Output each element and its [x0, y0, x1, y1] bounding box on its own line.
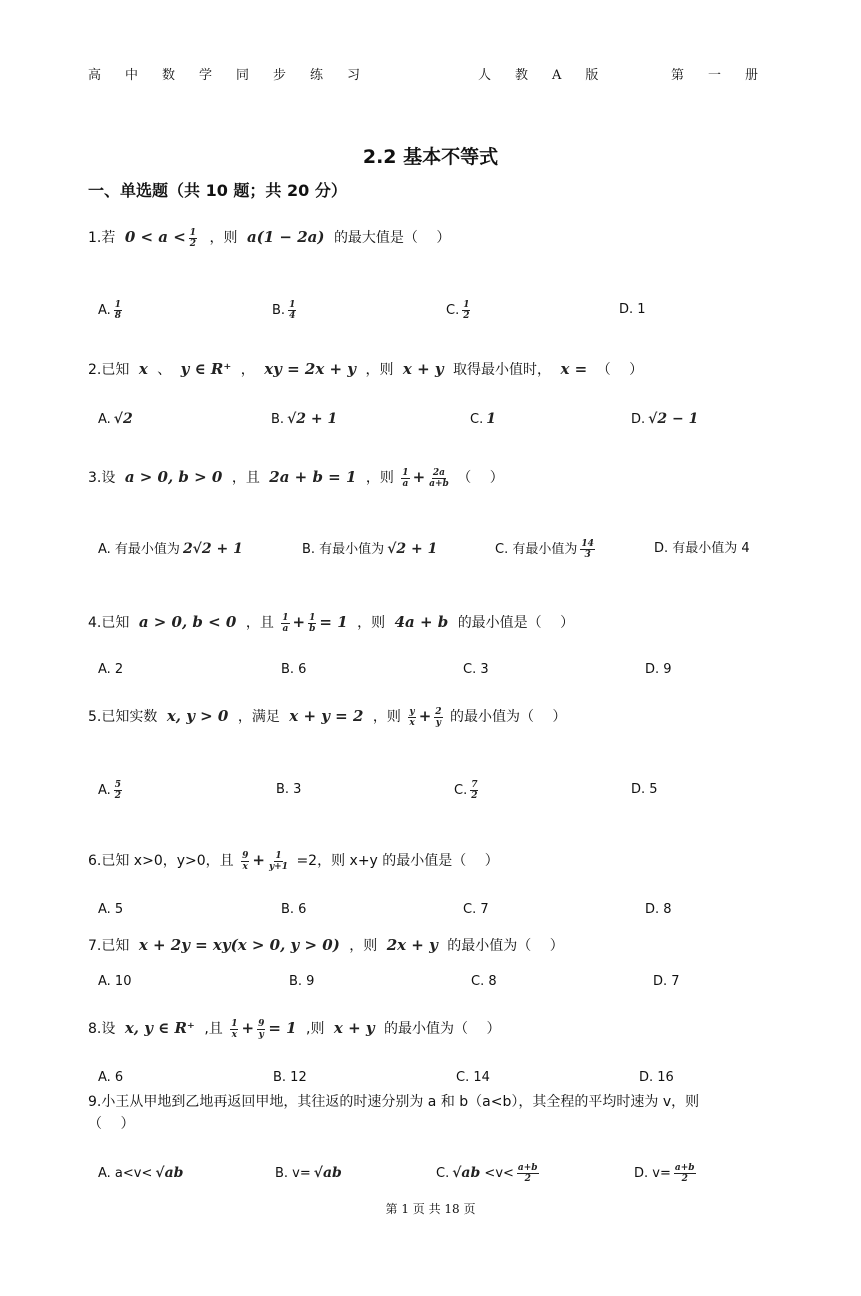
option-c[interactable]: C. 7 [463, 902, 489, 917]
question-2: 2.已知 x 、 y ∈ R⁺ ， xy = 2x + y ，则 x + y 取得最小值时， x = （ ） [88, 360, 644, 378]
fraction: $\frac{1}{a}$ [402, 467, 409, 489]
header-volume: 第一册 [671, 68, 783, 83]
fraction: $\frac{9}{x}$ [242, 850, 249, 872]
option-c[interactable]: C. $\frac{1}{2}$ [446, 300, 470, 321]
option-a[interactable]: A. √2 [98, 411, 133, 427]
option-d[interactable]: D. √2 − 1 [631, 411, 699, 427]
option-b[interactable]: B. 6 [281, 662, 307, 677]
question-1: 1.若 0 < a < $\frac{1}{2}$ ，则 a(1 − 2a) 的最大值是（ ） [88, 227, 451, 249]
fraction: $\frac{1}{2}$ [189, 227, 197, 249]
question-number: 1.若 [88, 230, 116, 246]
fraction: $\frac{a+b}{2}$ [517, 1163, 538, 1184]
option-b[interactable]: B. 9 [289, 974, 315, 989]
option-d[interactable]: D. 16 [639, 1070, 674, 1085]
option-d[interactable]: D. 7 [653, 974, 680, 989]
option-b[interactable]: B. 6 [281, 902, 307, 917]
question-5: 5.已知实数 x, y > 0 ，满足 x + y = 2 ，则 $\frac{y}{x}$ + $\frac{2}{y}$ 的最小值为（ ） [88, 706, 567, 728]
fraction: $\frac{a+b}{2}$ [674, 1163, 695, 1184]
fraction: $\frac{5}{2}$ [114, 780, 122, 801]
question-tail: 的最大值是（ ） [333, 230, 451, 246]
fraction: $\frac{7}{2}$ [471, 780, 478, 801]
question-4: 4.已知 a > 0, b < 0 ，且 $\frac{1}{a}$ + $\frac{1}{b}$ = 1 ，则 4a + b 的最小值是（ ） [88, 612, 575, 634]
option-a[interactable]: A. 10 [98, 974, 132, 989]
fraction: $\frac{1}{4}$ [289, 300, 296, 321]
question-9: 9.小王从甲地到乙地再返回甲地，其往返的时速分别为 a 和 b（a<b），其全程的平均时速为 v，则 [88, 1094, 700, 1110]
math-condition: 0 < a < $\frac{1}{2}$ [124, 227, 197, 249]
option-d[interactable]: D. 有最小值为 4 [654, 541, 750, 556]
option-b[interactable]: B. 12 [273, 1070, 307, 1085]
math-expression: a(1 − 2a) [246, 228, 325, 246]
fraction: $\frac{2}{y}$ [435, 706, 442, 728]
fraction: $\frac{1}{a}$ [282, 612, 289, 634]
option-c[interactable]: C. 8 [471, 974, 497, 989]
option-b[interactable]: B. $\frac{1}{4}$ [272, 300, 296, 321]
header-edition: 人教A版 [478, 68, 623, 83]
fraction: $\frac{2a}{a+b}$ [429, 467, 449, 489]
option-c[interactable]: C. 14 [456, 1070, 490, 1085]
option-c[interactable]: C. √ab <v< $\frac{a+b}{2}$ [436, 1163, 538, 1184]
fraction: $\frac{1}{8}$ [114, 300, 122, 321]
option-c[interactable]: C. 有最小值为 $\frac{14}{3}$ [495, 539, 594, 560]
fraction: $\frac{1}{x}$ [231, 1018, 238, 1040]
question-6: 6.已知 x>0，y>0，且 $\frac{9}{x}$ + $\frac{1}{y+1}$ =2，则 x+y 的最小值是（ ） [88, 850, 499, 872]
option-d[interactable]: D. 8 [645, 902, 672, 917]
page-footer: 第 1 页 共 18 页 [385, 1202, 476, 1216]
option-a[interactable]: A. 有最小值为 2√2 + 1 [98, 541, 243, 557]
fraction: $\frac{1}{b}$ [309, 612, 316, 634]
document-title: 2.2 基本不等式 [362, 146, 499, 168]
option-b[interactable]: B. v= √ab [275, 1165, 342, 1181]
option-b[interactable]: B. 3 [276, 782, 302, 797]
question-7: 7.已知 x + 2y = xy(x > 0, y > 0) ，则 2x + y 的最小值为（ ） [88, 936, 564, 954]
option-d[interactable]: D. 5 [631, 782, 658, 797]
option-a[interactable]: A. $\frac{5}{2}$ [98, 780, 122, 801]
question-8: 8.设 x, y ∈ R⁺ ,且 $\frac{1}{x}$ + $\frac{9}{y}$ = 1 ,则 x + y 的最小值为（ ） [88, 1018, 501, 1040]
fraction: $\frac{1}{2}$ [463, 300, 470, 321]
option-b[interactable]: B. 有最小值为 √2 + 1 [302, 541, 438, 557]
option-a[interactable]: A. a<v< √ab [98, 1165, 184, 1181]
option-a[interactable]: A. 2 [98, 662, 124, 677]
option-d[interactable]: D. 1 [619, 302, 646, 317]
fraction: $\frac{14}{3}$ [581, 539, 594, 560]
option-d[interactable]: D. v= $\frac{a+b}{2}$ [634, 1163, 695, 1184]
fraction: $\frac{9}{y}$ [258, 1018, 265, 1040]
option-a[interactable]: A. 5 [98, 902, 124, 917]
question-3: 3.设 a > 0, b > 0 ，且 2a + b = 1 ，则 $\frac{1}{a}$ + $\frac{2a}{a+b}$ （ ） [88, 467, 504, 489]
option-a[interactable]: A. $\frac{1}{8}$ [98, 300, 122, 321]
option-c[interactable]: C. 3 [463, 662, 489, 677]
section-heading: 一、单选题（共 10 题；共 20 分） [88, 181, 347, 200]
header-subject: 高中数学同步练习 [88, 68, 385, 83]
option-b[interactable]: B. √2 + 1 [271, 411, 338, 427]
question-9-continued: （ ） [88, 1116, 135, 1132]
option-a[interactable]: A. 6 [98, 1070, 124, 1085]
fraction: $\frac{1}{y+1}$ [268, 850, 288, 872]
option-c[interactable]: C. $\frac{7}{2}$ [454, 780, 478, 801]
option-c[interactable]: C. 1 [470, 411, 496, 427]
option-d[interactable]: D. 9 [645, 662, 672, 677]
fraction: $\frac{y}{x}$ [409, 706, 415, 728]
